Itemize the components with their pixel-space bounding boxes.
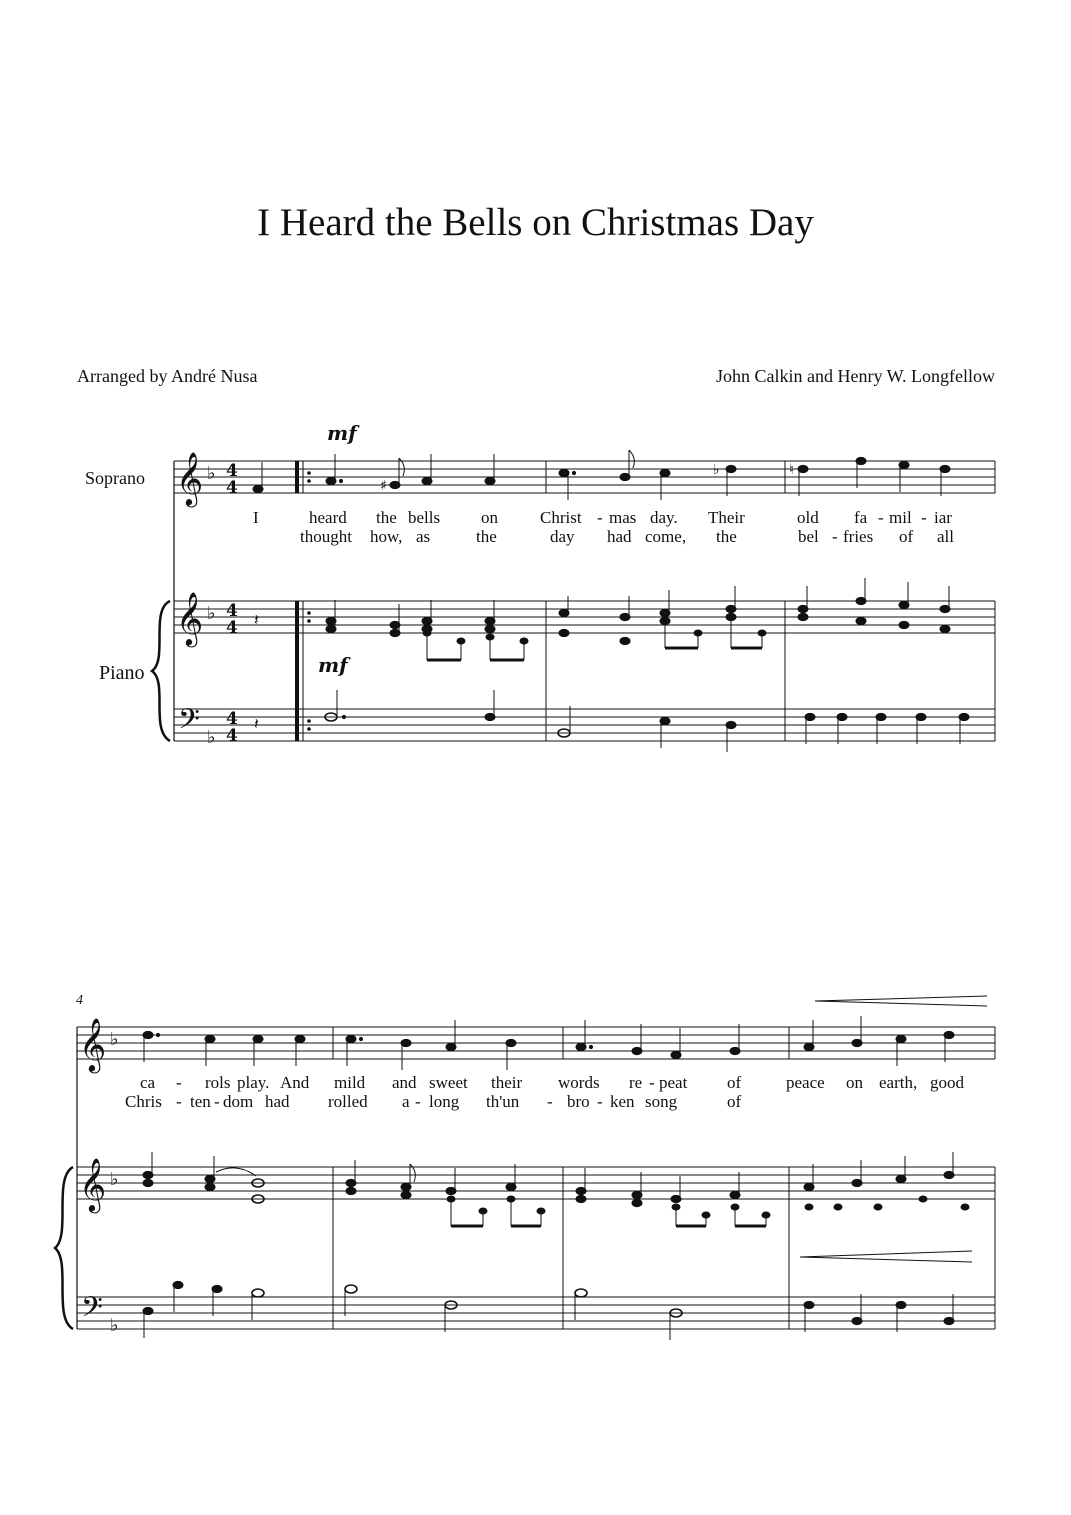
dynamic-mf-soprano: mf (327, 421, 357, 445)
lyric-syllable: bells (408, 508, 441, 527)
lyric-syllable: mild (334, 1073, 366, 1092)
bass-clef-icon: 𝄢 (81, 1291, 103, 1331)
lyric-syllable: Their (708, 508, 745, 527)
lyric-hyphen: - (176, 1092, 182, 1111)
instrument-label-soprano: Soprano (85, 468, 145, 488)
lyric-syllable: and (392, 1073, 417, 1092)
flat-icon: ♭ (110, 1169, 119, 1190)
lyric-syllable: sweet (429, 1073, 468, 1092)
svg-text:4: 4 (226, 601, 238, 621)
lyric-syllable: re (629, 1073, 643, 1092)
lyric-syllable: play. (237, 1073, 270, 1092)
treble-clef-icon: 𝄞 (79, 1017, 107, 1071)
lyric-syllable: of (727, 1092, 742, 1111)
lyric-syllable: the (376, 508, 397, 527)
lyric-syllable: their (491, 1073, 523, 1092)
lyric-syllable: And (280, 1073, 310, 1092)
lyric-syllable: come, (645, 527, 687, 546)
crescendo-hairpin (815, 996, 987, 1006)
lyric-syllable: day. (650, 508, 678, 527)
lyric-syllable: all (937, 527, 954, 546)
measure-number: 4 (76, 993, 83, 1008)
svg-text:♯: ♯ (380, 478, 387, 494)
svg-text:4: 4 (226, 478, 238, 498)
treble-clef-icon: 𝄞 (176, 451, 204, 505)
lyric-hyphen: - (597, 508, 603, 527)
lyric-syllable: song (645, 1092, 678, 1111)
lyric-syllable: earth, (879, 1073, 918, 1092)
lyric-hyphen: - (597, 1092, 603, 1111)
lyric-syllable: Christ (540, 508, 582, 527)
flat-icon: ♭ (110, 1029, 119, 1050)
lyric-syllable: bel (798, 527, 819, 546)
piano-notes-system2 (143, 1152, 969, 1340)
bass-clef-icon: 𝄢 (178, 703, 200, 743)
time-signature (226, 461, 238, 746)
lyric-syllable: good (930, 1073, 964, 1092)
lyric-syllable: dom (223, 1092, 254, 1111)
lyric-syllable: long (429, 1092, 460, 1111)
svg-text:♮: ♮ (789, 462, 795, 478)
lyric-syllable: rolled (328, 1092, 368, 1111)
piano-notes-system1 (254, 578, 969, 752)
lyric-syllable: day (550, 527, 575, 546)
lyric-hyphen: - (832, 527, 838, 546)
lyric-syllable: I (253, 508, 259, 527)
flat-icon: ♭ (207, 603, 216, 624)
lyric-syllable: ken (610, 1092, 635, 1111)
lyric-hyphen: - (415, 1092, 421, 1111)
composer-credit: John Calkin and Henry W. Longfellow (716, 366, 995, 386)
arranger-credit: Arranged by André Nusa (77, 366, 258, 386)
lyric-hyphen: - (649, 1073, 655, 1092)
svg-text:4: 4 (226, 709, 238, 729)
crescendo-hairpin (800, 1251, 972, 1262)
svg-text:4: 4 (226, 726, 238, 746)
lyric-syllable: bro (567, 1092, 590, 1111)
lyric-syllable: rols (205, 1073, 231, 1092)
svg-text:𝄽: 𝄽 (254, 610, 259, 629)
lyric-syllable: thought (300, 527, 352, 546)
lyric-syllable: fries (843, 527, 874, 546)
svg-text:𝄽: 𝄽 (254, 714, 259, 733)
lyric-syllable: had (607, 527, 632, 546)
lyric-syllable: old (797, 508, 819, 527)
lyric-syllable: Chris (125, 1092, 162, 1111)
dynamic-mf-piano: mf (318, 653, 348, 677)
lyric-hyphen: - (921, 508, 927, 527)
lyric-syllable: of (899, 527, 914, 546)
lyric-syllable: mil (889, 508, 912, 527)
flat-icon: ♭ (207, 727, 216, 748)
lyric-hyphen: - (547, 1092, 553, 1111)
flat-icon: ♭ (207, 463, 216, 484)
svg-text:4: 4 (226, 618, 238, 638)
lyric-syllable: the (716, 527, 737, 546)
lyric-hyphen: - (878, 508, 884, 527)
lyric-syllable: ca (140, 1073, 156, 1092)
lyric-syllable: mas (609, 508, 637, 527)
lyric-syllable: as (416, 527, 431, 546)
page-title: I Heard the Bells on Christmas Day (257, 201, 814, 244)
flat-icon: ♭ (110, 1315, 119, 1336)
lyric-syllable: words (558, 1073, 600, 1092)
lyric-syllable: fa (854, 508, 868, 527)
lyric-syllable: heard (309, 508, 347, 527)
lyric-syllable: peace (786, 1073, 825, 1092)
lyric-syllable: iar (934, 508, 952, 527)
lyric-syllable: how, (370, 527, 403, 546)
lyric-syllable: a (402, 1092, 410, 1111)
treble-clef-icon: 𝄞 (176, 591, 204, 645)
lyric-syllable: peat (659, 1073, 688, 1092)
svg-text:♭: ♭ (713, 462, 720, 478)
lyric-syllable: ten (190, 1092, 211, 1111)
lyric-syllable: on (846, 1073, 863, 1092)
lyric-syllable: on (481, 508, 498, 527)
treble-clef-icon: 𝄞 (79, 1157, 107, 1211)
lyric-syllable: th'un (486, 1092, 520, 1111)
lyric-syllable: of (727, 1073, 742, 1092)
lyric-syllable: had (265, 1092, 290, 1111)
lyric-hyphen: - (176, 1073, 182, 1092)
lyric-syllable: the (476, 527, 497, 546)
svg-text:4: 4 (226, 461, 238, 481)
lyric-hyphen: - (214, 1092, 220, 1111)
instrument-label-piano: Piano (99, 662, 145, 684)
